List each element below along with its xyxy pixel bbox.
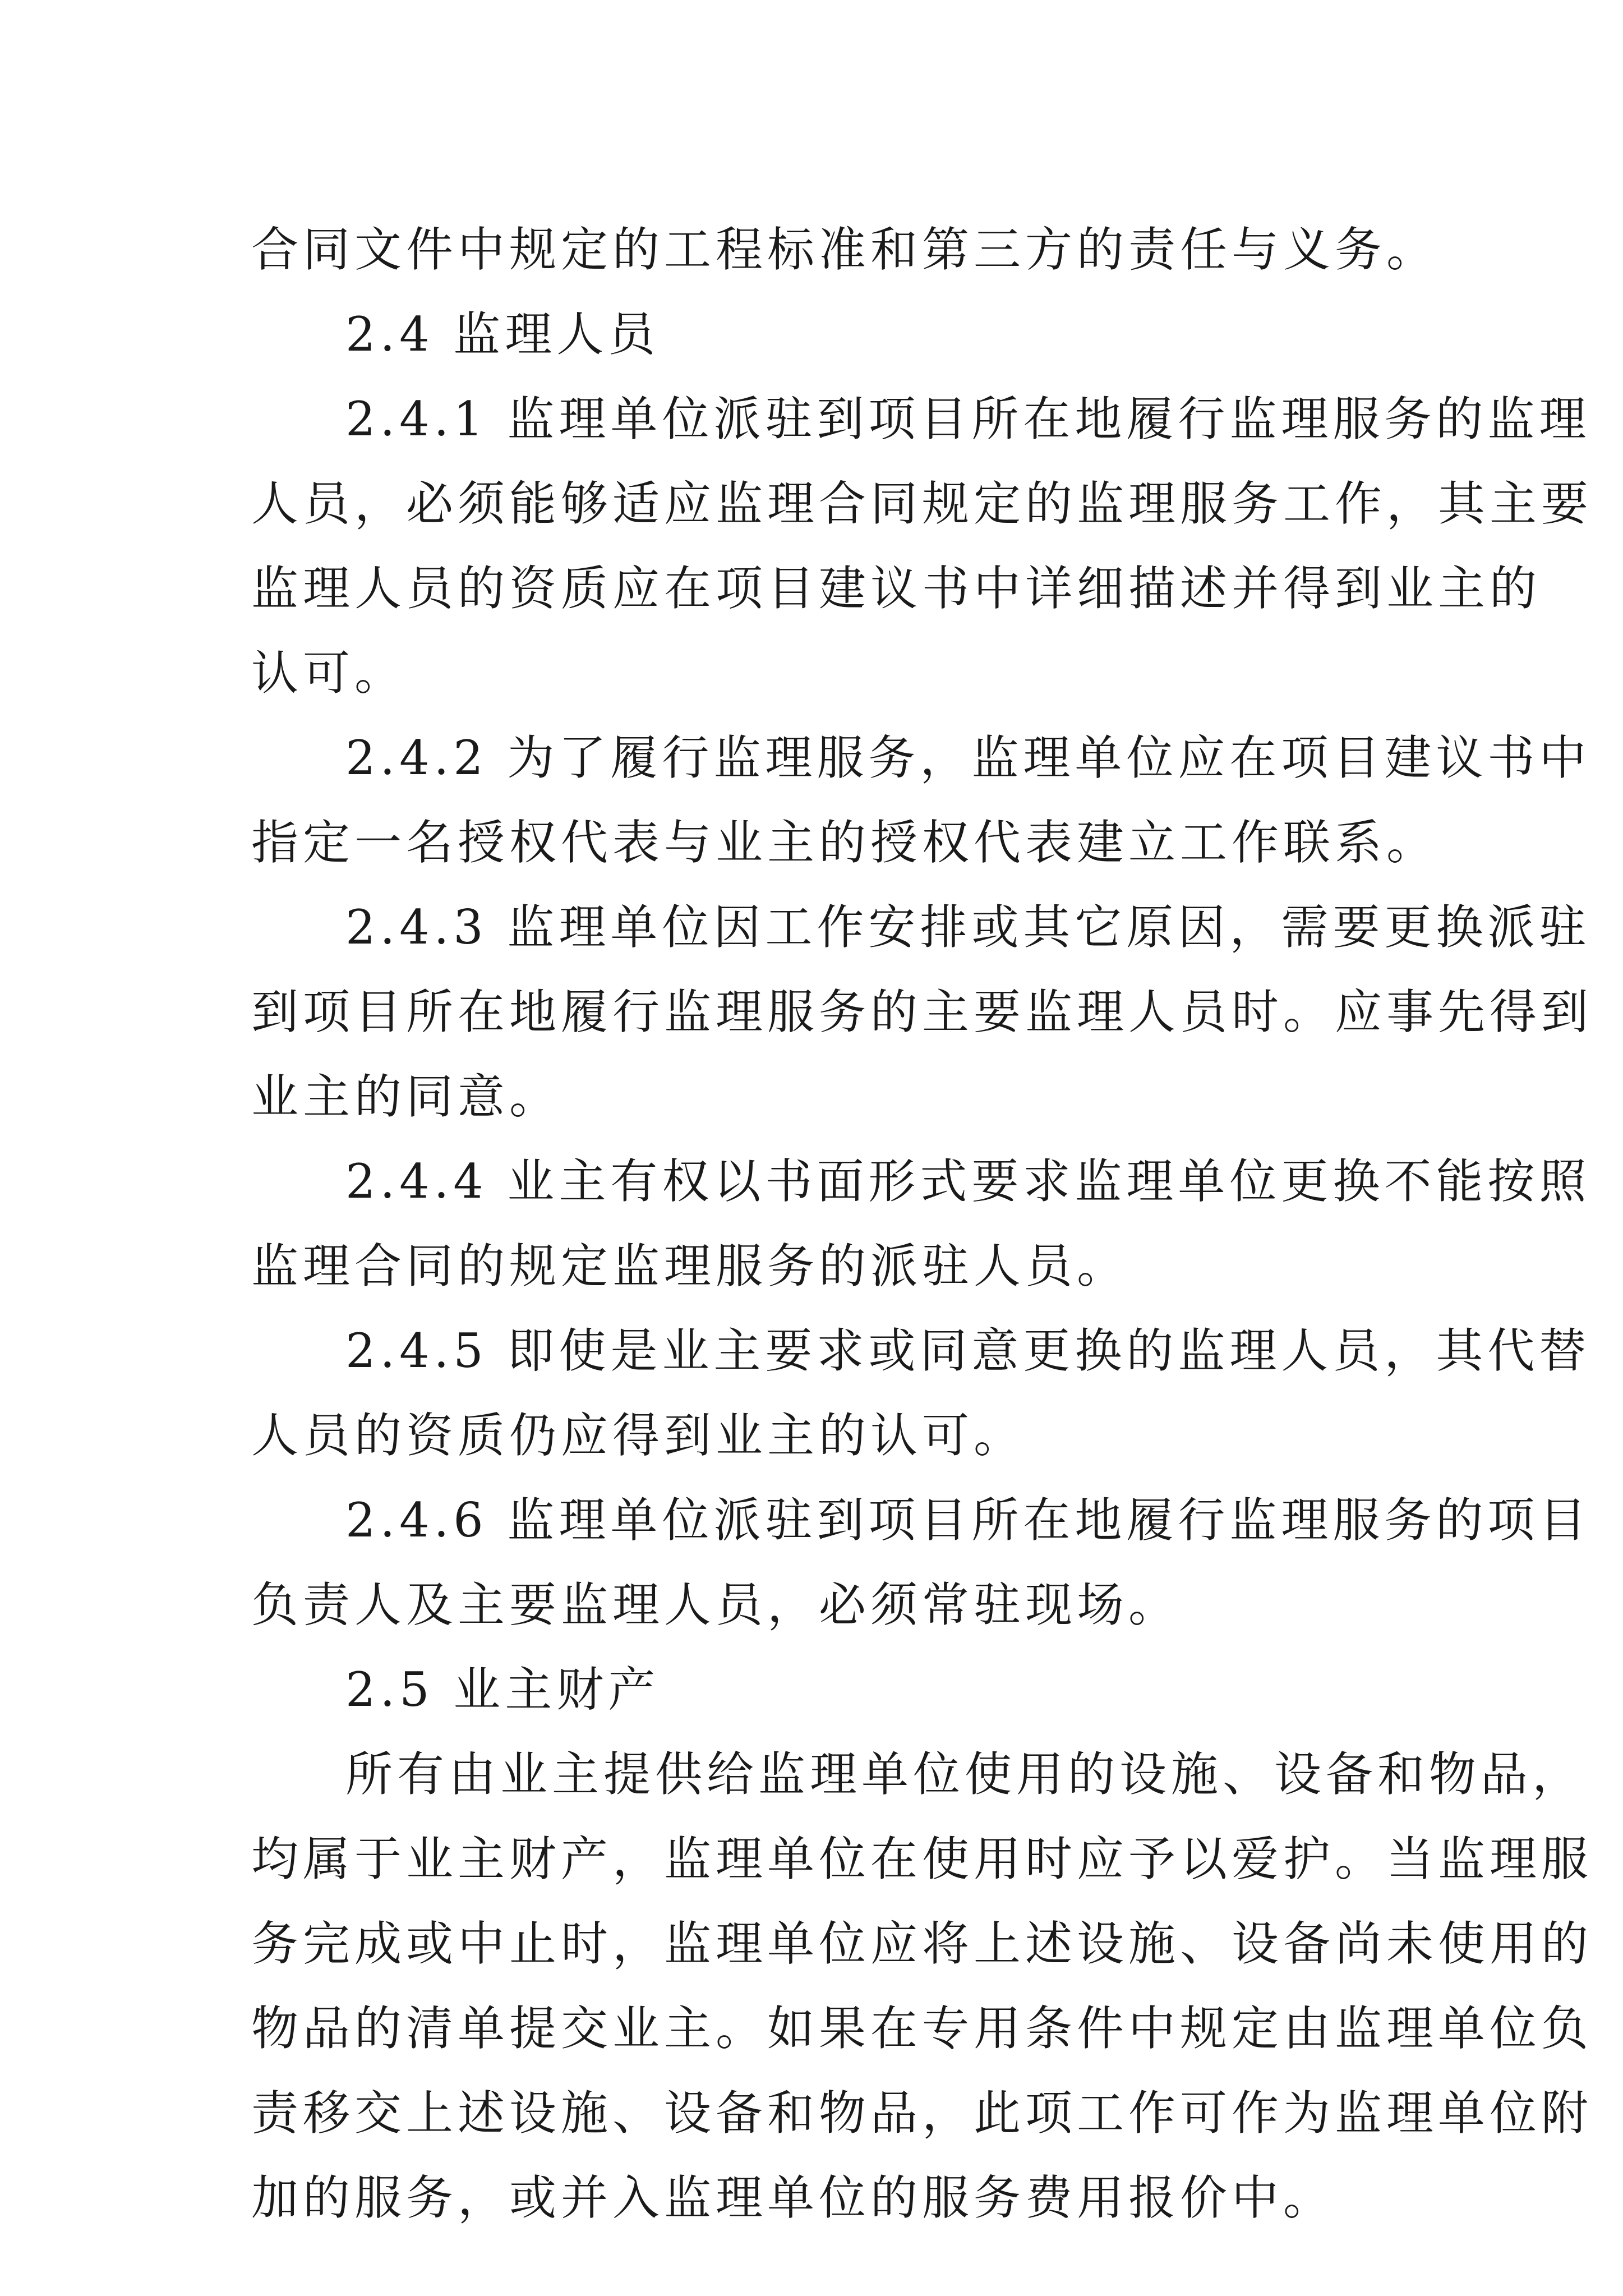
paragraph-2-5-line: 加的服务，或并入监理单位的服务费用报价中。 (251, 2170, 1335, 2225)
paragraph-2-5-line: 所有由业主提供给监理单位使用的设施、设备和物品， (345, 1747, 1584, 1802)
clause-2-4-2-line: 2.4.2 为了履行监理服务，监理单位应在项目建议书中 (345, 730, 1591, 785)
clause-2-4-3-line: 业主的同意。 (251, 1069, 561, 1124)
clause-2-4-3-line: 到项目所在地履行监理服务的主要监理人员时。应事先得到 (251, 984, 1593, 1039)
clause-2-4-1-line: 2.4.1 监理单位派驻到项目所在地履行监理服务的监理 (345, 392, 1591, 447)
document-body (251, 208, 1593, 2240)
clause-2-4-6-line: 2.4.6 监理单位派驻到项目所在地履行监理服务的项目 (345, 1493, 1591, 1548)
clause-2-4-1-line: 人员，必须能够适应监理合同规定的监理服务工作，其主要 (251, 476, 1593, 531)
paragraph-2-5-line: 物品的清单提交业主。如果在专用条件中规定由监理单位负 (251, 2001, 1593, 2056)
clause-2-4-2-line: 指定一名授权代表与业主的授权代表建立工作联系。 (251, 815, 1438, 870)
clause-2-4-4-line: 2.4.4 业主有权以书面形式要求监理单位更换不能按照 (345, 1154, 1591, 1209)
paragraph-2-5-line: 务完成或中止时，监理单位应将上述设施、设备尚未使用的 (251, 1916, 1593, 1971)
clause-2-4-3-line: 2.4.3 监理单位因工作安排或其它原因，需要更换派驻 (345, 900, 1591, 955)
clause-2-4-1-line: 认可。 (251, 646, 407, 701)
clause-2-4-1-line: 监理人员的资质应在项目建议书中详细描述并得到业主的 (251, 561, 1542, 616)
body-line: 合同文件中规定的工程标准和第三方的责任与义务。 (251, 222, 1438, 277)
clause-2-4-4-line: 监理合同的规定监理服务的派驻人员。 (251, 1239, 1129, 1294)
clause-2-4-5-line: 2.4.5 即使是业主要求或同意更换的监理人员，其代替 (345, 1323, 1591, 1378)
section-heading-2-4: 2.4 监理人员 (345, 307, 660, 362)
section-heading-2-5: 2.5 业主财产 (345, 1662, 660, 1717)
clause-2-4-5-line: 人员的资质仍应得到业主的认可。 (251, 1408, 1026, 1463)
paragraph-2-5-line: 均属于业主财产，监理单位在使用时应予以爱护。当监理服 (251, 1832, 1593, 1887)
paragraph-2-5-line: 责移交上述设施、设备和物品，此项工作可作为监理单位附 (251, 2086, 1593, 2141)
clause-2-4-6-line: 负责人及主要监理人员，必须常驻现场。 (251, 1577, 1181, 1632)
